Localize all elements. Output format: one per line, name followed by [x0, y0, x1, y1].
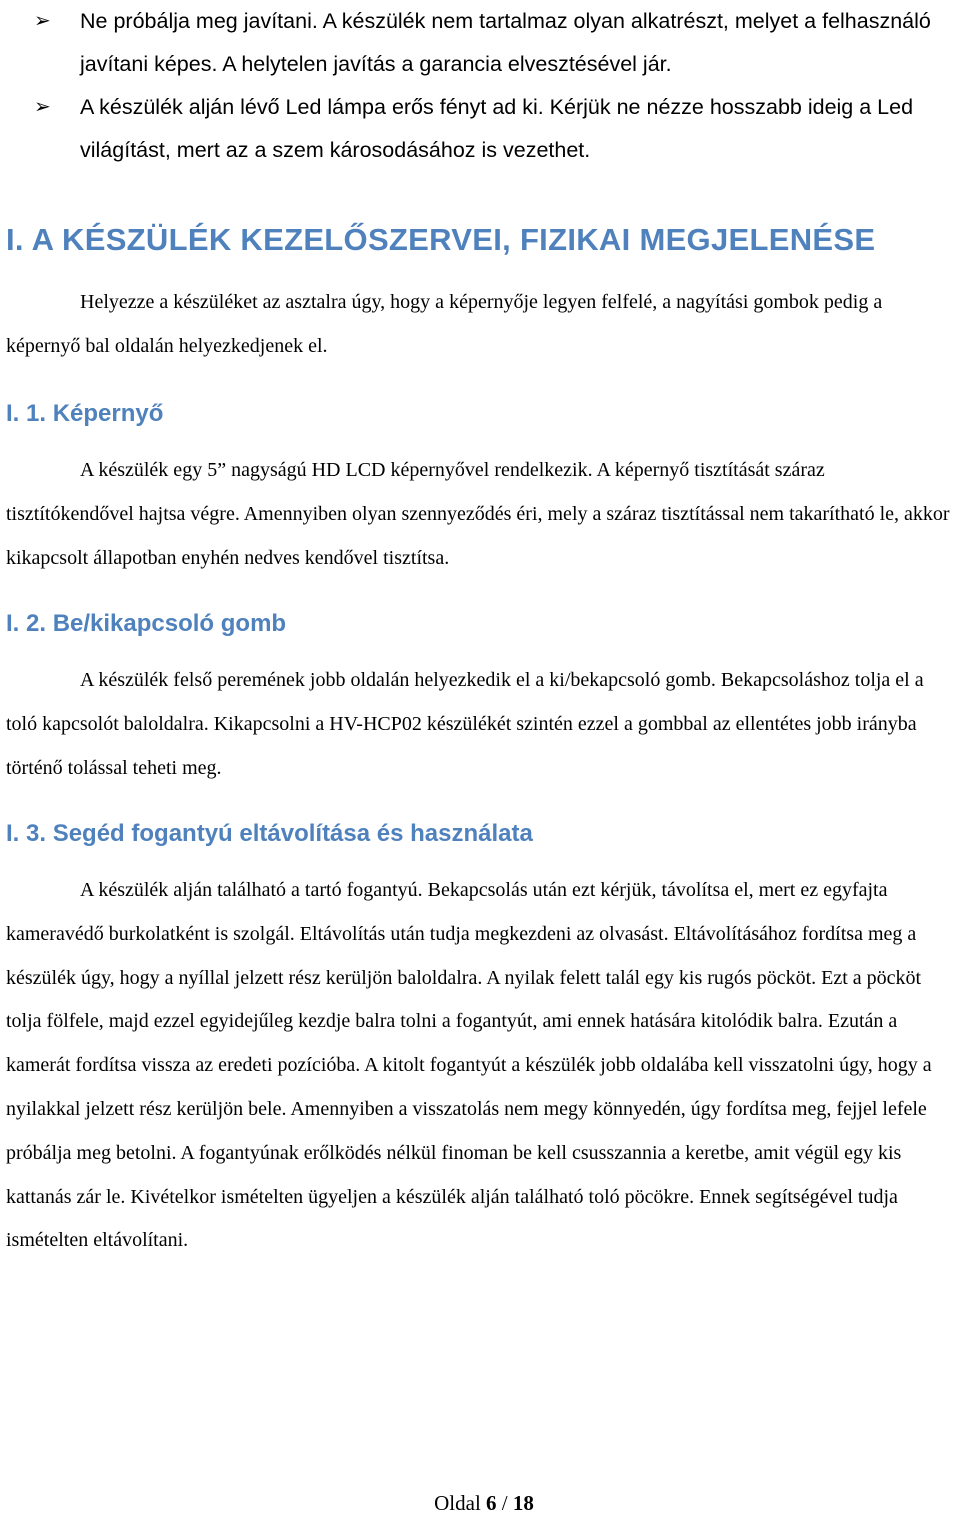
page-label: Oldal [434, 1491, 481, 1515]
list-item [0, 0, 960, 86]
subsection-paragraph-handle: A készülék alján található a tartó fogantyú. Bekapcsolás után ezt kérjük, távolítsa el, mert ez egyfajta kameravédő burkolatként is szolgál. Eltávolítás után tudja megkezdeni az olvasást. Eltávolításához fordítsa meg a készülék úgy, hogy a nyíllal jelzett rész kerüljön baloldalra. A nyilak felett talál egy kis rugós pöcköt. Ezt a pöcköt tolja fölfele, majd ezzel egyidejűleg kezdje balra tolni a fogantyút, ami ennek hatására kitolódik balra. Ezután a kamerát fordítsa vissza az eredeti pozícióba. A kitolt fogantyút a készülék jobb oldalába kell visszatolni úgy, hogy a nyilakkal jelzett rész kerüljön bele. Amennyiben a visszatolás nem megy könnyedén, úgy fordítsa meg, fejjel lefele próbálja meg betolni. A fogantyúnak erőlködés nélkül finoman be kell csusszannia a keretbe, amit végül egy kis kattanás zár le. Kivételkor ismételten ügyeljen a készülék alján található toló pöcökre. Ennek segítségével tudja ismételten eltávolítani. [6, 879, 932, 1252]
page-number-footer [0, 1491, 960, 1516]
section-intro-paragraph: Helyezze a készüléket az asztalra úgy, hogy a képernyője legyen felfelé, a nagyítási gombok pedig a képernyő bal oldalán helyezkedjenek el. [6, 291, 883, 357]
arrow-bullet-icon: ➢ [34, 10, 51, 32]
list-item-text: A készülék alján lévő Led lámpa erős fényt ad ki. Kérjük ne nézze hosszabb ideig a Led világítást, mert az a szem károsodásához is vezethet. [80, 95, 914, 162]
warning-list [0, 0, 960, 172]
total-page-number: 18 [512, 1491, 534, 1515]
list-item-text: Ne próbálja meg javítani. A készülék nem tartalmaz olyan alkatrészt, melyet a felhasználó javítani képes. A helytelen javítás a garancia elvesztésével jár. [80, 9, 931, 76]
page-separator: / [501, 1491, 508, 1515]
section-heading: I. A KÉSZÜLÉK KEZELŐSZERVEI, FIZIKAI MEGJELENÉSE [6, 222, 876, 257]
subsection-paragraph-power-button: A készülék felső peremének jobb oldalán helyezkedik el a ki/bekapcsoló gomb. Bekapcsoláshoz tolja el a toló kapcsolót baloldalra. Kikapcsolni a HV-HCP02 készülékét szintén ezzel a gombbal az ellentétes jobb irányba történő tolással teheti meg. [6, 669, 924, 779]
current-page-number: 6 [486, 1491, 497, 1515]
arrow-bullet-icon: ➢ [34, 96, 51, 118]
list-item [0, 86, 960, 172]
subsection-heading-handle: I. 3. Segéd fogantyú eltávolítása és használata [6, 820, 533, 847]
subsection-heading-power-button: I. 2. Be/kikapcsoló gomb [6, 610, 287, 637]
subsection-heading-screen: I. 1. Képernyő [6, 400, 164, 427]
subsection-paragraph-screen: A készülék egy 5” nagyságú HD LCD képernyővel rendelkezik. A képernyő tisztítását száraz tisztítókendővel hajtsa végre. Amennyiben olyan szennyeződés éri, mely a száraz tisztítással nem takarítható le, akkor kikapcsolt állapotban enyhén nedves kendővel tisztítsa. [6, 459, 950, 569]
